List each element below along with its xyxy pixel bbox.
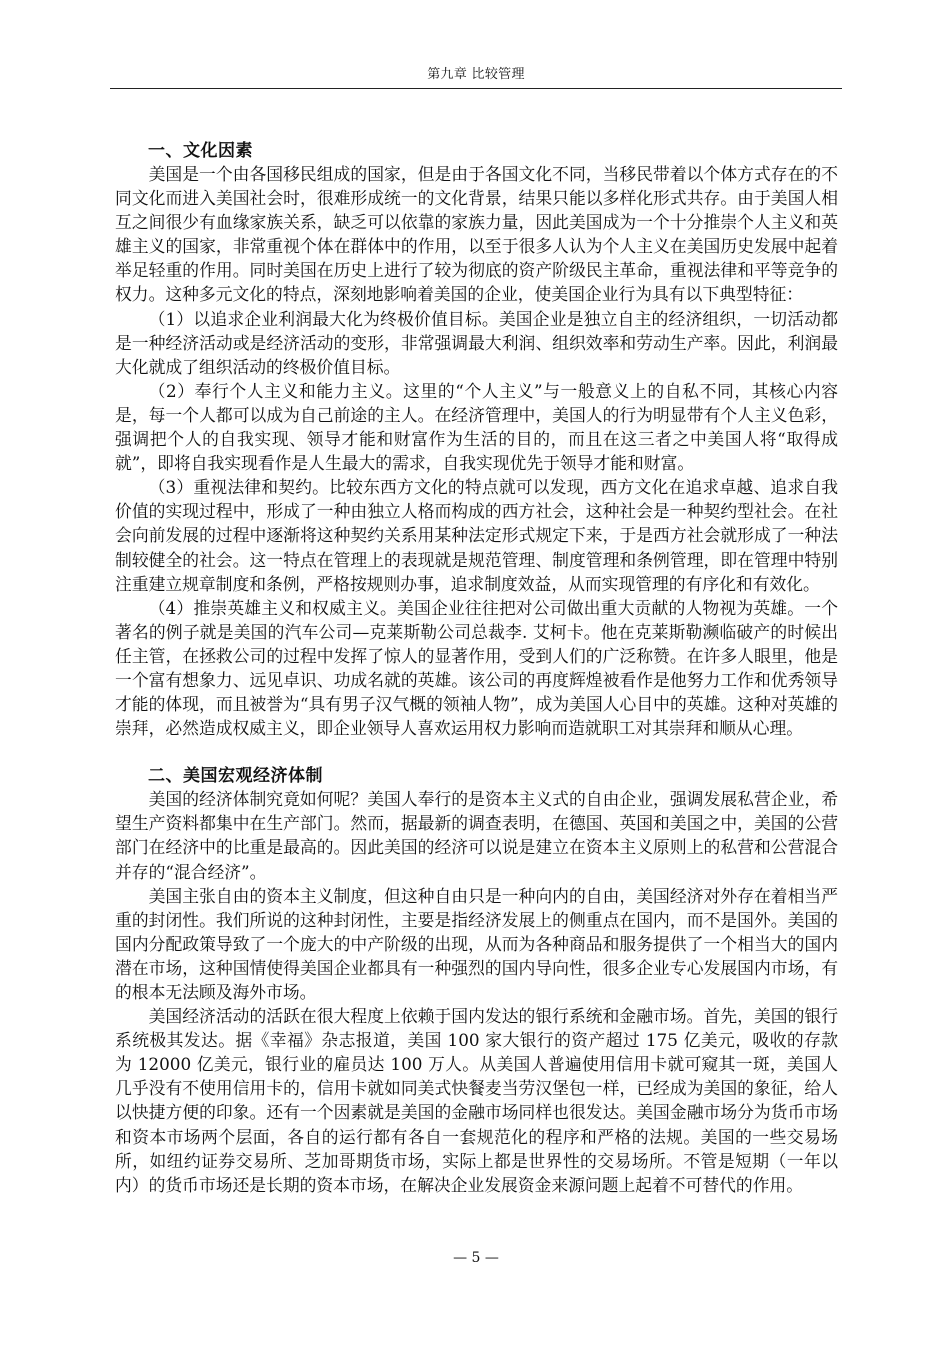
section-heading: 一、文化因素 [148, 141, 253, 161]
body-paragraph: （3）重视法律和契约。比较东西方文化的特点就可以发现，西方文化在追求卓越、追求自我价值的实现过程中，形成了一种由独立人格而构成的西方社会，这种社会是一种契约型社会。在社会向前发展的过程中逐渐将这种契约关系用某种法定形式规定下来，于是西方社会就形成了一种法制较健全的社会。这一特点在管理上的表现就是规范管理、制度管理和条例管理，即在管理中特别注重建立规章制度和条例，严格按规则办事，追求制度效益，从而实现管理的有序化和有效化。 [115, 477, 838, 594]
body-paragraph: 美国的经济体制究竟如何呢？美国人奉行的是资本主义式的自由企业，强调发展私营企业，希望生产资料都集中在生产部门。然而，据最新的调查表明，在德国、英国和美国之中，美国的公营部门在经济中的比重是最高的。因此美国的经济可以说是建立在资本主义原则上的私营和公营混合并存的“混合经济”。 [115, 789, 838, 882]
running-head [110, 64, 842, 89]
body-paragraph: 美国是一个由各国移民组成的国家，但是由于各国文化不同，当移民带着以个体方式存在的不同文化而进入美国社会时，很难形成统一的文化背景，结果只能以多样化形式共存。由于美国人相互之间很少有血缘家族关系，缺乏可以依靠的家族力量，因此美国成为一个十分推崇个人主义和英雄主义的国家，非常重视个体在群体中的作用，以至于很多人认为个人主义在美国历史发展中起着举足轻重的作用。同时美国在历史上进行了较为彻底的资产阶级民主革命，重视法律和平等竞争的权力。这种多元文化的特点，深刻地影响着美国的企业，使美国企业行为具有以下典型特征： [115, 164, 838, 305]
section-heading: 二、美国宏观经济体制 [148, 766, 323, 787]
body-paragraph: 美国经济活动的活跃在很大程度上依赖于国内发达的银行系统和金融市场。首先，美国的银行系统极其发达。据《幸福》杂志报道，美国 100 家大银行的资产超过 175 亿美元，吸收的存款为 12000 亿美元，银行业的雇员达 100 万人。从美国人普遍使用信用卡就可窥其一斑，美国人几乎没有不使用信用卡的，信用卡就如同美式快餐麦当劳汉堡包一样，已经成为美国的象征，给人以快捷方便的印象。还有一个因素就是美国的金融市场同样也很发达。美国金融市场分为货币市场和资本市场两个层面，各自的运行都有各自一套规范化的程序和严格的法规。美国的一些交易场所，如纽约证券交易所、芝加哥期货市场，实际上都是世界性的交易场所。不管是短期（一年以内）的货币市场还是长期的资本市场，在解决企业发展资金来源问题上起着不可替代的作用。 [115, 1006, 838, 1195]
running-head-title: 第九章 比较管理 [427, 67, 525, 82]
section-macro-economic-system [115, 765, 838, 1197]
page-body [115, 140, 838, 1197]
page-number: — 5 — [453, 1250, 499, 1266]
section-cultural-factors [115, 140, 838, 740]
body-paragraph: （1）以追求企业利润最大化为终极价值目标。美国企业是独立自主的经济组织，一切活动都是一种经济活动或是经济活动的变形，非常强调最大利润、组织效率和劳动生产率。因此，利润最大化就成了组织活动的终极价值目标。 [115, 308, 838, 377]
body-paragraph: （4）推崇英雄主义和权威主义。美国企业往往把对公司做出重大贡献的人物视为英雄。一个著名的例子就是美国的汽车公司—克莱斯勒公司总裁李. 艾柯卡。他在克莱斯勒濒临破产的时候出任主管，在拯救公司的过程中发挥了惊人的显著作用，受到人们的广泛称赞。在许多人眼里，他是一个富有想象力、远见卓识、功成名就的英雄。该公司的再度辉煌被看作是他努力工作和优秀领导才能的体现，而且被誉为“具有男子汉气概的领袖人物”，成为美国人心目中的英雄。这种对英雄的崇拜，必然造成权威主义，即企业领导人喜欢运用权力影响而造就职工对其崇拜和顺从心理。 [115, 597, 838, 739]
body-paragraph: （2）奉行个人主义和能力主义。这里的“个人主义”与一般意义上的自私不同，其核心内容是，每一个人都可以成为自己前途的主人。在经济管理中，美国人的行为明显带有个人主义色彩，强调把个人的自我实现、领导才能和财富作为生活的目的，而且在这三者之中美国人将“取得成就”，即将自我实现看作是人生最大的需求，自我实现优先于领导才能和财富。 [115, 380, 838, 474]
body-paragraph: 美国主张自由的资本主义制度，但这种自由只是一种向内的自由，美国经济对外存在着相当严重的封闭性。我们所说的这种封闭性，主要是指经济发展上的侧重点在国内，而不是国外。美国的国内分配政策导致了一个庞大的中产阶级的出现，从而为各种商品和服务提供了一个相当大的国内潜在市场，这种国情使得美国企业都具有一种强烈的国内导向性，很多企业专心发展国内市场，有的根本无法顾及海外市场。 [115, 885, 838, 1002]
